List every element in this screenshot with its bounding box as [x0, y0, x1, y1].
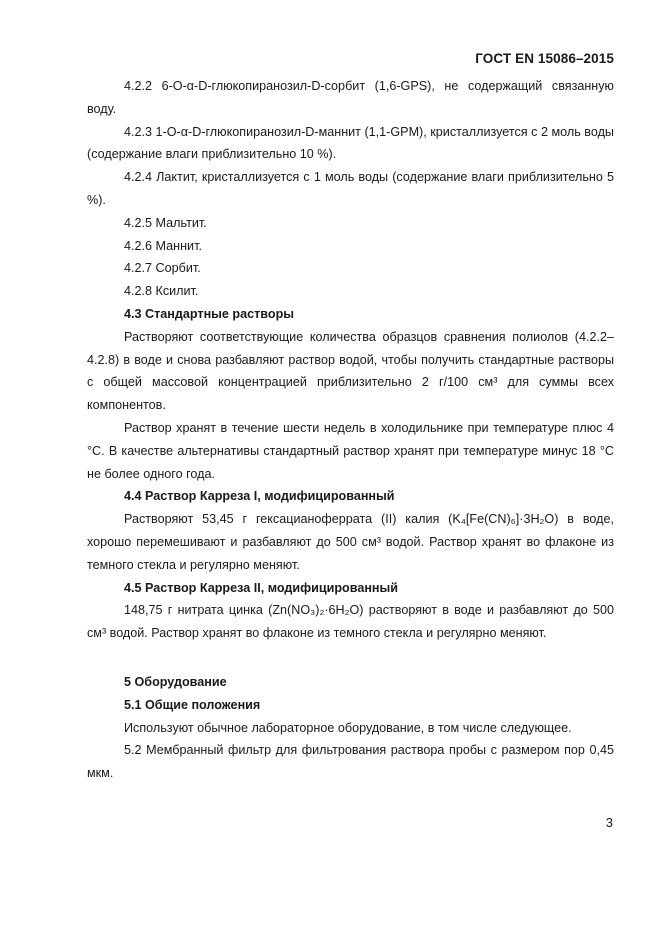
paragraph-carrez-1: Растворяют 53,45 г гексацианоферрата (II) калия (K₄[Fe(CN)₆]·3H₂O) в воде, хорошо перемешивают и разбавляют до 500 см³ водой. Раствор хранят во флаконе из темного стекла и регулярно меняют.: [87, 512, 614, 572]
paragraph-4-2-4: 4.2.4 Лактит, кристаллизуется с 1 моль воды (содержание влаги приблизительно 5 %).: [87, 170, 614, 207]
paragraph-standard-solutions: Растворяют соответствующие количества образцов сравнения полиолов (4.2.2–4.2.8) в воде и снова разбавляют раствор водой, чтобы получить стандартные растворы с общей массовой концентрацией приблизительно 2 г/100 см³ для суммы всех компонентов.: [87, 329, 614, 413]
paragraph-5-2: 5.2 Мембранный фильтр для фильтрования раствора пробы с размером пор 0,45 мкм.: [87, 743, 614, 781]
document-header: ГОСТ EN 15086–2015: [475, 51, 614, 66]
heading-4-5: 4.5 Раствор Карреза II, модифицированный: [124, 580, 399, 595]
paragraph-4-2-3: 4.2.3 1-O-α-D-глюкопиранозил-D-маннит (1,1-GPM), кристаллизуется с 2 моль воды (содержание влаги приблизительно 10 %).: [87, 124, 614, 162]
paragraph-carrez-2: 148,75 г нитрата цинка (Zn(NO₃)₂·6H₂O) растворяют в воде и разбавляют до 500 см³ водой. Раствор хранят во флаконе из темного стекла и регулярно меняют.: [87, 603, 614, 641]
document-body: [87, 75, 614, 785]
heading-4-3: 4.3 Стандартные растворы: [124, 306, 295, 321]
paragraph-general-equipment: Используют обычное лабораторное оборудование, в том числе следующее.: [124, 720, 572, 735]
heading-4-4: 4.4 Раствор Карреза I, модифицированный: [124, 489, 395, 504]
heading-section-5: 5 Оборудование: [124, 674, 227, 689]
paragraph-4-2-2: 4.2.2 6-O-α-D-глюкопиранозил-D-сорбит (1,6-GPS), не содержащий связанную воду.: [87, 79, 614, 116]
heading-5-1: 5.1 Общие положения: [124, 697, 261, 712]
paragraph-4-2-8: 4.2.8 Ксилит.: [124, 284, 199, 299]
paragraph-4-2-7: 4.2.7 Сорбит.: [124, 261, 201, 276]
paragraph-4-2-6: 4.2.6 Маннит.: [124, 238, 202, 253]
paragraph-4-2-5: 4.2.5 Мальтит.: [124, 215, 207, 230]
page-number: 3: [605, 815, 613, 830]
paragraph-storage: Раствор хранят в течение шести недель в холодильнике при температуре плюс 4 °С. В качестве альтернативы стандартный раствор хранят при температуре минус 18 °С не более одного года.: [87, 420, 614, 481]
